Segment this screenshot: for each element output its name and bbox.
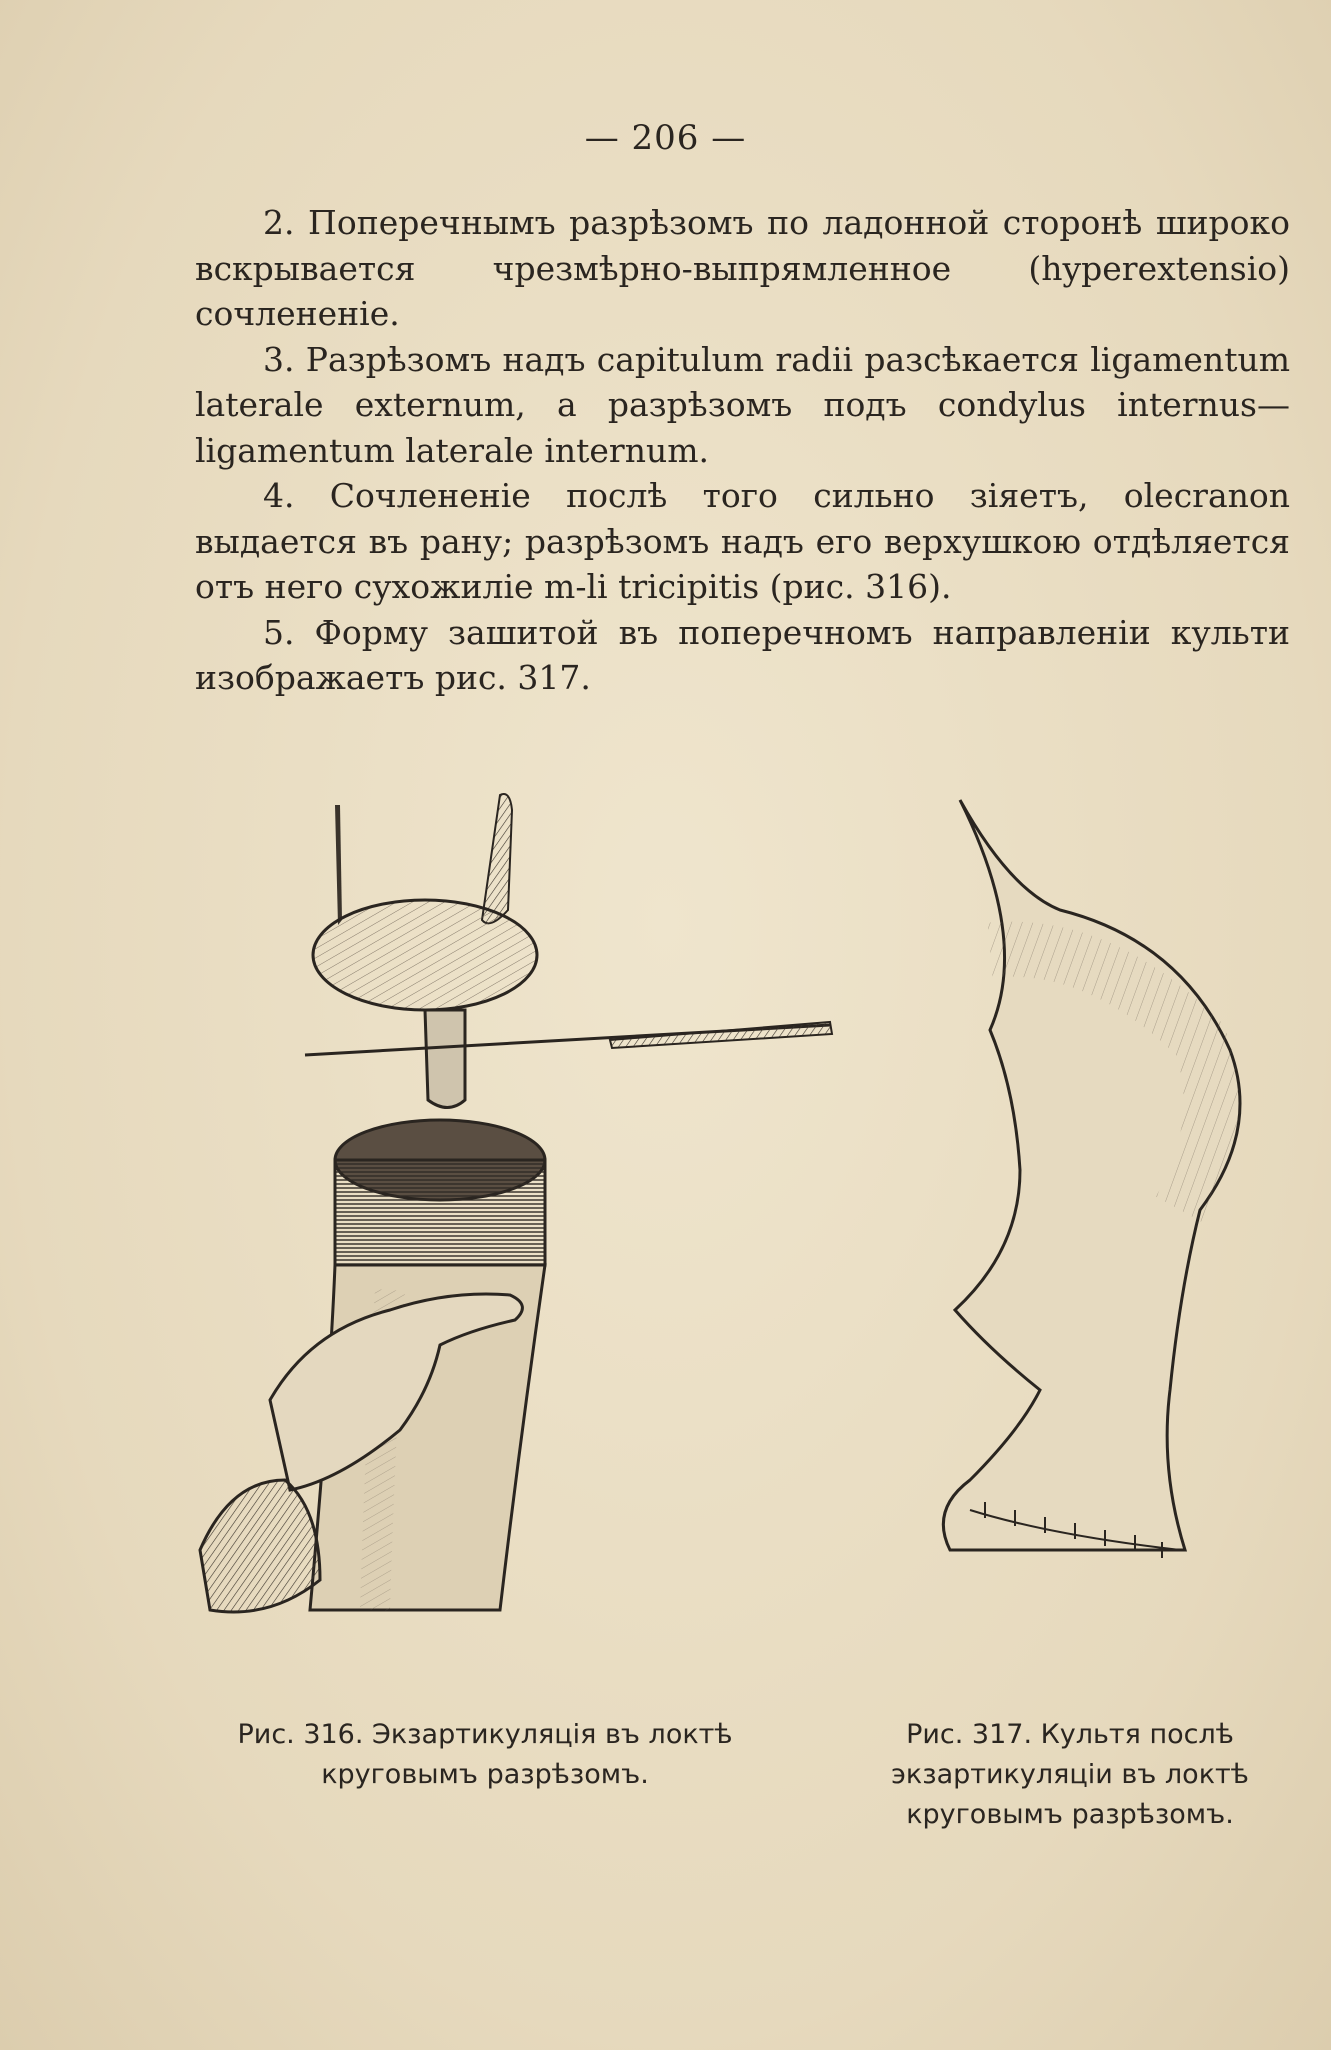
figure-316-illustration bbox=[190, 790, 840, 1640]
body-text bbox=[195, 200, 1290, 701]
figure-316-caption: Рис. 316. Экзартикуляція въ локтѣ круговымъ разрѣзомъ. bbox=[237, 1719, 733, 1790]
figure-317-caption: Рис. 317. Культя послѣ экзартикуляціи въ локтѣ круговымъ разрѣзомъ. bbox=[891, 1719, 1249, 1830]
paragraph-4: 4. Сочлененіе послѣ того сильно зіяетъ, olecranon выдается въ рану; разрѣзомъ надъ его верхушкою отдѣляется отъ него сухожиліе m-li tricipitis (рис. 316). bbox=[195, 476, 1290, 606]
figure-317-illustration bbox=[900, 790, 1300, 1590]
page-number: — 206 — bbox=[584, 118, 747, 158]
paragraph-2: 2. Поперечнымъ разрѣзомъ по ладонной сторонѣ широко вскрывается чрезмѣрно-выпрямленное (hyperextensio) сочлененіе. bbox=[195, 203, 1290, 333]
paragraph-3: 3. Разрѣзомъ надъ capitulum radii разсѣкается ligamentum laterale externum, а разрѣзомъ подъ condylus internus—ligamentum laterale internum. bbox=[195, 339, 1290, 470]
paragraph-5: 5. Форму зашитой въ поперечномъ направленіи культи изображаетъ рис. 317. bbox=[195, 612, 1290, 697]
